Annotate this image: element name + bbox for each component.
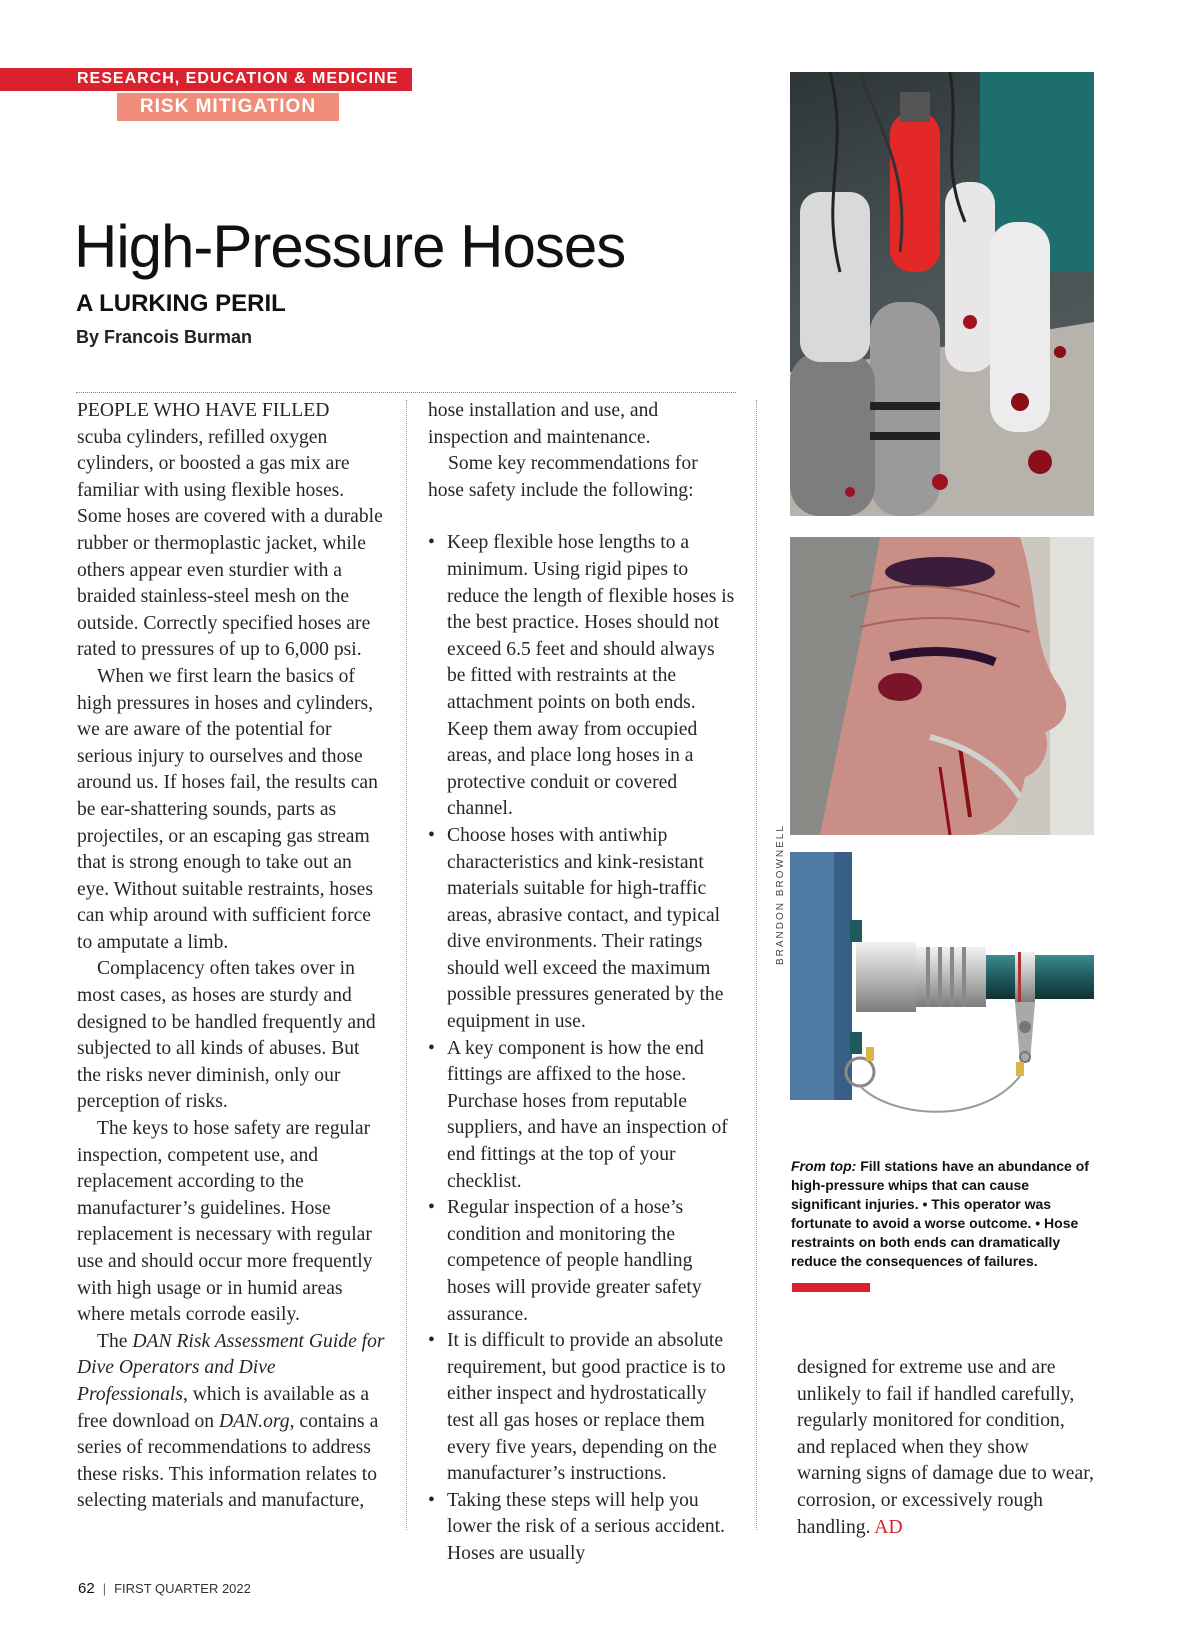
footer-separator: | (102, 1581, 107, 1596)
p5-text-a: The (97, 1330, 133, 1352)
recommendation-list (428, 530, 738, 1567)
article-byline: By Francois Burman (76, 327, 253, 347)
p5-text-b: , which is available as a free download on (77, 1383, 370, 1432)
title-rule (76, 392, 736, 393)
column-divider-2 (756, 400, 757, 1530)
col1-paragraph-4: The keys to hose safety are regular inspection, competent use, and replacement according to the manufacturer’s guidelines. Hose replacement is necessary with regular use and should occur more frequently with high usage or in humid areas where metals corrode easily. (77, 1118, 373, 1326)
col1-paragraph-2: When we first learn the basics of high pressures in hoses and cylinders, we are aware of the potential for serious injury to ourselves and those around us. If hoses fail, the results can be ear-shattering sounds, parts as projectiles, or an escaping gas stream that is strong enough to take out an eye. Without suitable restraints, hoses can whip around with sufficient force to amputate a limb. (77, 665, 378, 953)
hose-restraint-illustration (790, 852, 1094, 1132)
end-mark: AD (874, 1516, 903, 1538)
list-item: • Choose hoses with antiwhip characteristics and kink-resistant materials suitable for high-traffic areas, abrasive contact, and typical dive environments. Their ratings should well exceed the maximum possible pressures generated by the equipment in use. (428, 823, 738, 1036)
page-number: 62 (78, 1580, 95, 1597)
list-item: • It is difficult to provide an absolute requirement, but good practice is to either inspect and hydrostatically test all gas hoses or replace them every five years, depending on the manufacturer’s instructions. (428, 1328, 738, 1488)
col1-paragraph-3: Complacency often takes over in most cases, as hoses are sturdy and designed to be handled frequently and subjected to all kinds of abuses. But the risks never diminish, only our perception of risks. (77, 958, 376, 1113)
column-3 (797, 1355, 1097, 1541)
list-item: • Taking these steps will help you lower the risk of a serious accident. Hoses are usually (428, 1488, 738, 1568)
col1-paragraph-5 (77, 1329, 387, 1515)
p5-text-c: , contains a series of recommendations to address these risks. This information relates to selecting materials and manufacture, (77, 1410, 379, 1512)
figure-caption (791, 1157, 1091, 1271)
col3-text: designed for extreme use and are unlikely to fail if handled carefully, regularly monitored for condition, and replaced when they show warning signs of damage due to wear, corrosion, or excessively rough handling. (797, 1357, 1094, 1538)
list-item: • Keep flexible hose lengths to a minimum. Using rigid pipes to reduce the length of flexible hoses is the best practice. Hoses should not exceed 6.5 feet and should always be fitted with restraints at the attachment points on both ends. Keep them away from occupied areas, and place long hoses in a protective conduit or covered channel. (428, 530, 738, 823)
subsection-label: RISK MITIGATION (139, 96, 317, 117)
photo-credit: BRANDON BROWNELL (775, 824, 786, 965)
col2-paragraph-2: Some key recommendations for hose safety include the following: (428, 453, 698, 501)
column-2 (428, 398, 738, 1568)
page-footer (78, 1580, 251, 1597)
fill-station-photo (790, 72, 1094, 516)
caption-lead-in: From top: (791, 1158, 857, 1174)
list-item: • Regular inspection of a hose’s condition and monitoring the competence of people handling hoses will provide greater safety assurance. (428, 1195, 738, 1328)
col1-paragraph-1 (77, 398, 387, 664)
caption-text: Fill stations have an abundance of high-pressure whips that can cause significant injuries. • This operator was fortunate to avoid a worse outcome. • Hose restraints on both ends can dramatically reduce the consequences of failures. (791, 1158, 1089, 1269)
hose-restraint-diagram (790, 852, 1094, 1132)
col2-paragraph-1: hose installation and use, and inspection and maintenance. (428, 400, 659, 448)
caption-accent-bar (792, 1283, 870, 1292)
guide-title: DAN Risk Assessment Guide for Dive Operators and Dive Professionals (77, 1330, 385, 1405)
lead-in: PEOPLE WHO HAVE FILLED (77, 400, 330, 421)
operator-injury-photo (790, 537, 1094, 835)
article-title: High-Pressure Hoses (74, 213, 626, 280)
column-divider-1 (406, 400, 407, 1530)
article-subtitle: A LURKING PERIL (76, 290, 286, 317)
section-label: RESEARCH, EDUCATION & MEDICINE (77, 70, 399, 87)
operator-illustration (790, 537, 1094, 835)
list-item: • A key component is how the end fittings are affixed to the hose. Purchase hoses from reputable suppliers, and have an inspection of end fittings at the top of your checklist. (428, 1036, 738, 1196)
issue-label: FIRST QUARTER 2022 (114, 1581, 251, 1596)
dan-website: DAN.org (219, 1410, 290, 1432)
column-1 (77, 398, 387, 1515)
fill-station-illustration (790, 72, 1094, 516)
col1-p1-text: scuba cylinders, refilled oxygen cylinders, or boosted a gas mix are familiar with using flexible hoses. Some hoses are covered with a durable rubber or thermoplastic jacket, while others appear even sturdier with a braided stainless-steel mesh on the outside. Correctly specified hoses are rated to pressures of up to 6,000 psi. (77, 426, 383, 661)
col3-paragraph-1 (797, 1355, 1097, 1541)
